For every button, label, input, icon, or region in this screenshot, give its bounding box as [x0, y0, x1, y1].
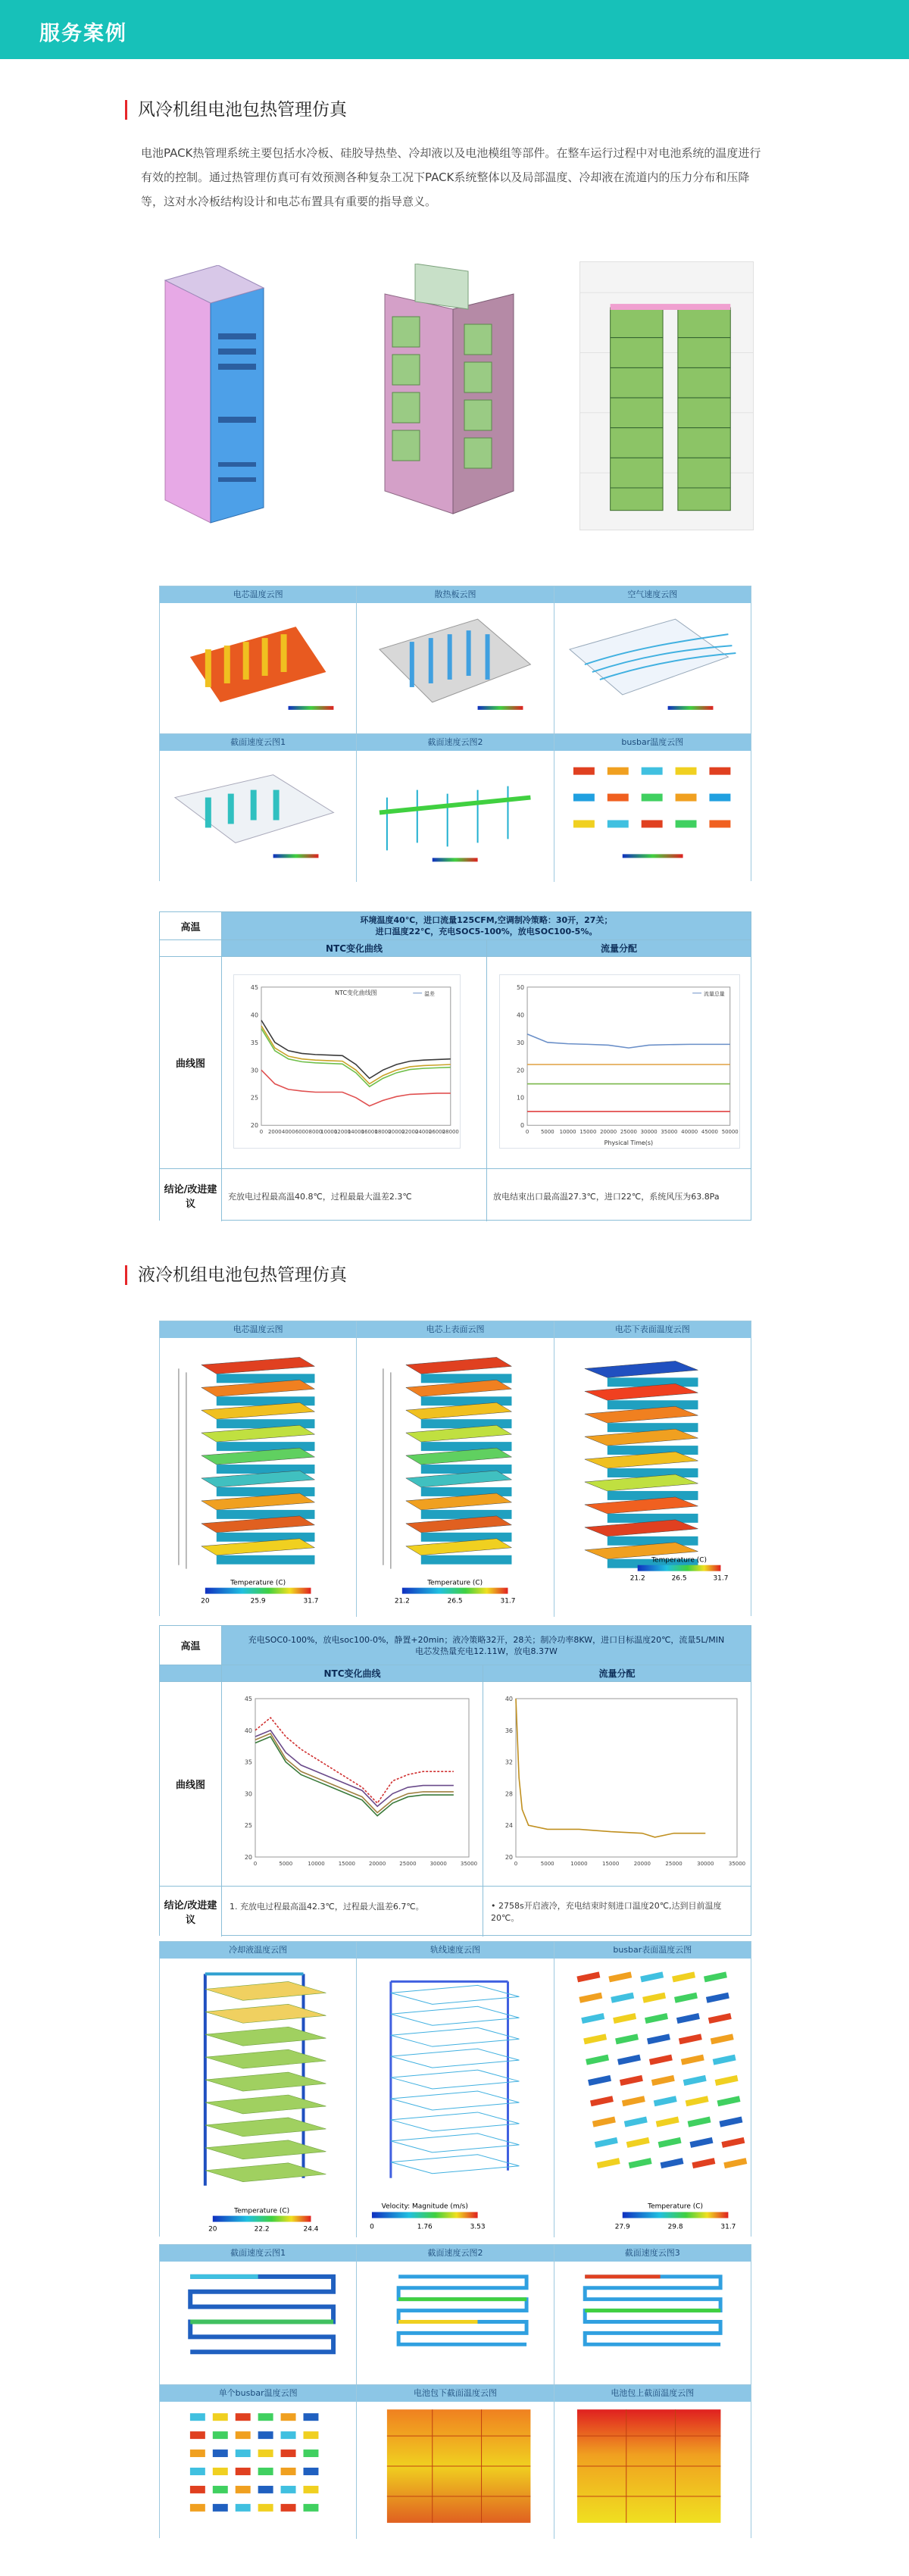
x-tick-label: 35000 — [661, 1129, 678, 1136]
busbar-piece — [647, 2034, 670, 2044]
busbar-piece — [594, 2137, 617, 2148]
x-tick-label: 10000 — [320, 1129, 338, 1136]
busbar-cell — [190, 2449, 205, 2457]
x-tick-label: 26000 — [428, 1129, 445, 1136]
y-tick-label: 35 — [250, 1039, 259, 1046]
busbar-piece — [617, 2055, 641, 2065]
busbar-cell — [304, 2413, 319, 2421]
x-tick-label: 22000 — [401, 1129, 419, 1136]
series-line-3 — [255, 1737, 454, 1816]
x-tick-label: 35000 — [460, 1861, 478, 1867]
busbar-piece — [592, 2117, 616, 2127]
busbar-cell — [213, 2504, 228, 2512]
y-tick-label: 50 — [517, 983, 525, 991]
sim-panel-label: 截面速度云图2 — [357, 734, 553, 751]
busbar-piece — [687, 2117, 711, 2127]
module-side — [421, 1555, 512, 1565]
x-tick-label: 15000 — [602, 1861, 620, 1867]
busbar-piece — [649, 2055, 673, 2065]
module-side — [607, 1514, 698, 1523]
busbar-piece — [717, 2096, 740, 2106]
busbar-cell — [304, 2449, 319, 2457]
busbar-cell — [281, 2449, 296, 2457]
busbar-piece — [685, 2096, 708, 2106]
x-tick-label: 0 — [253, 1861, 258, 1867]
sim-panel-cell-temp — [160, 586, 357, 734]
flow-column-header: 流量分配 — [598, 1668, 636, 1679]
legend-min: 27.9 — [614, 2223, 630, 2231]
x-tick-label: 25000 — [399, 1861, 417, 1867]
x-tick-label: 28000 — [442, 1129, 459, 1136]
stream-plate — [391, 2134, 520, 2152]
busbar-piece — [660, 2158, 683, 2168]
x-tick-label: 0 — [514, 1861, 518, 1867]
legend-title: Velocity: Magnitude (m/s) — [381, 2202, 469, 2211]
y-tick-label: 25 — [250, 1094, 259, 1102]
module-side — [607, 1423, 698, 1432]
busbar-cell — [281, 2504, 296, 2512]
air-cooling-result-table — [159, 911, 751, 1221]
pack-bottom-section-panel — [357, 2385, 554, 2539]
busbar-piece — [710, 2034, 733, 2044]
series-line-2 — [255, 1733, 454, 1813]
conclusion-label: 结论/改进建议 — [160, 1169, 222, 1221]
busbar-cell — [304, 2504, 319, 2512]
curve-label: 曲线图 — [160, 957, 222, 1168]
cell-bottom-surface-panel — [554, 1321, 751, 1617]
busbar-piece — [692, 2158, 715, 2168]
curve-label: 曲线图 — [160, 1682, 222, 1886]
section-title-liquid-cooling: 液冷机组电池包热管理仿真 — [125, 1265, 347, 1285]
busbar-piece — [608, 1971, 632, 1982]
series-line-2 — [261, 1029, 451, 1087]
stream-plate — [391, 2070, 520, 2089]
y-tick-label: 40 — [250, 1011, 259, 1019]
coolant-plate — [205, 2140, 326, 2159]
x-tick-label: 25000 — [665, 1861, 683, 1867]
panel-label: 单个busbar温度云图 — [160, 2385, 356, 2402]
busbar-piece — [581, 2013, 604, 2024]
x-tick-label: 40000 — [681, 1129, 698, 1136]
section-velocity-panel-1 — [160, 2245, 357, 2385]
conclusion-flow: 放电结束出口最高温27.3℃，进口22℃，系统风压为63.8Pa — [493, 1192, 720, 1202]
x-tick-label: 20000 — [369, 1861, 386, 1867]
x-tick-label: 10000 — [559, 1129, 576, 1136]
panel-label: 电池包下截面温度云图 — [357, 2385, 553, 2402]
x-tick-label: 4000 — [281, 1129, 295, 1136]
x-tick-label: 14000 — [347, 1129, 364, 1136]
x-tick-label: 50000 — [721, 1129, 739, 1136]
legend-label: 流量总量 — [704, 990, 725, 997]
series-line-1 — [261, 1026, 451, 1084]
panel-label: busbar表面温度云图 — [554, 1942, 751, 1959]
x-tick-label: 5000 — [540, 1861, 554, 1867]
busbar-piece — [674, 1993, 698, 2003]
busbar-piece — [576, 1971, 600, 1982]
module-side — [217, 1555, 315, 1565]
plot-area — [527, 987, 730, 1125]
legend-label: 温差 — [424, 990, 435, 997]
busbar-piece — [680, 2055, 704, 2065]
busbar-piece — [613, 2013, 636, 2024]
busbar-cell — [258, 2413, 273, 2421]
busbar-cell — [236, 2486, 251, 2493]
module-side — [607, 1446, 698, 1455]
coolant-plate — [205, 1981, 326, 2000]
stream-plate — [391, 2006, 520, 2025]
busbar-piece — [672, 1971, 695, 1982]
busbar-piece — [590, 2096, 614, 2106]
busbar-cell — [190, 2468, 205, 2475]
module-top — [201, 1357, 315, 1374]
busbar-piece — [626, 2137, 649, 2148]
legend-title: Temperature (C) — [234, 2207, 290, 2215]
coolant-plate — [205, 2027, 326, 2046]
panel-label: 电芯温度云图 — [160, 1321, 356, 1338]
busbar-cell — [213, 2486, 228, 2493]
busbar-piece — [583, 2034, 607, 2044]
legend-max: 31.7 — [720, 2223, 736, 2231]
streamline-velocity-panel — [357, 1942, 554, 2237]
x-tick-label: 0 — [259, 1129, 264, 1136]
busbar-piece — [704, 1971, 727, 1982]
legend-title: Temperature (C) — [647, 2202, 703, 2211]
legend-mid: 1.76 — [417, 2223, 433, 2231]
busbar-cell — [281, 2468, 296, 2475]
y-tick-label: 0 — [520, 1122, 525, 1130]
x-tick-label: 5000 — [541, 1129, 554, 1136]
sim-panel-cell-busbar — [554, 734, 751, 882]
chart-title: NTC变化曲线图 — [335, 989, 377, 996]
conclusion-ntc: 充放电过程最高温40.8℃，过程最最大温差2.3℃ — [222, 1169, 487, 1221]
coolant-plate — [205, 2049, 326, 2068]
legend-mid: 26.5 — [671, 1574, 687, 1583]
busbar-piece — [620, 2075, 643, 2086]
busbar-cell — [304, 2486, 319, 2493]
busbar-cell — [190, 2504, 205, 2512]
sim-panel-label: busbar温度云图 — [554, 734, 751, 751]
busbar-piece — [586, 2055, 609, 2065]
y-tick-label: 40 — [244, 1727, 252, 1734]
busbar-piece — [642, 1993, 666, 2003]
busbar-piece — [712, 2055, 736, 2065]
ntc-chart-1 — [233, 974, 461, 1149]
busbar-cell — [258, 2468, 273, 2475]
condition-text: 环境温度40℃，进口流量125CFM,空调制冷策略：30开，27关； 进口温度22℃，充电SOC5-100%，放电SOC100-5%。 — [360, 915, 613, 936]
busbar-piece — [588, 2075, 611, 2086]
section-intro-text: 电池PACK热管理系统主要包括水冷板、硅胶导热垫、冷却液以及电池模组等部件。在整车运行过程中对电池系统的温度进行有效的控制。通过热管理仿真可有效预测各种复杂工况下PACK系统整体以及局部温度、冷却液在流道内的压力分布和压降等，这对水冷板结构设计和电芯布置具有重要的指导意义。 — [141, 146, 761, 208]
x-tick-label: 5000 — [279, 1861, 293, 1867]
y-tick-label: 40 — [517, 1011, 525, 1019]
busbar-piece — [676, 2013, 700, 2024]
module-side — [607, 1468, 698, 1477]
y-tick-label: 35 — [244, 1758, 252, 1766]
busbar-cell — [258, 2486, 273, 2493]
x-tick-label: 15000 — [338, 1861, 355, 1867]
sim-panel-label: 截面速度云图1 — [160, 734, 356, 751]
x-tick-label: 25000 — [620, 1129, 637, 1136]
busbar-piece — [623, 2117, 647, 2127]
stream-plate — [391, 2027, 520, 2046]
busbar-cell — [236, 2449, 251, 2457]
x-tick-label: 24000 — [415, 1129, 433, 1136]
conclusion-ntc: 1. 充放电过程最高温42.3℃，过程最大温差6.7℃。 — [222, 1887, 483, 1937]
y-tick-label: 20 — [517, 1067, 525, 1074]
coolant-plate — [205, 2095, 326, 2114]
liquid-cooling-cell-temp-row — [159, 1321, 751, 1616]
busbar-cell — [236, 2504, 251, 2512]
legend-min: 20 — [208, 2225, 217, 2234]
panel-label: 截面速度云图1 — [160, 2245, 356, 2262]
busbar-cell — [258, 2504, 273, 2512]
flow-chart-2 — [489, 1687, 746, 1880]
x-tick-label: 16000 — [361, 1129, 378, 1136]
busbar-piece — [683, 2075, 706, 2086]
module-top — [406, 1357, 512, 1374]
busbar-cell — [190, 2413, 205, 2421]
y-tick-label: 45 — [244, 1696, 252, 1702]
x-tick-label: 10000 — [308, 1861, 325, 1867]
legend-min: 21.2 — [395, 1597, 411, 1605]
busbar-cell — [258, 2449, 273, 2457]
busbar-piece — [640, 1971, 664, 1982]
pack-model-image-3 — [579, 261, 754, 530]
legend-max: 3.53 — [470, 2223, 486, 2231]
sim-panel-label: 散热板云图 — [357, 586, 553, 603]
page-header — [0, 0, 909, 59]
stream-plate — [391, 2155, 520, 2174]
busbar-cell — [304, 2431, 319, 2439]
x-tick-label: 10000 — [570, 1861, 588, 1867]
busbar-piece — [579, 1993, 602, 2003]
conclusion-label: 结论/改进建议 — [160, 1887, 222, 1937]
x-tick-label: 18000 — [374, 1129, 392, 1136]
busbar-cell — [281, 2431, 296, 2439]
legend-min: 21.2 — [629, 1574, 645, 1583]
busbar-piece — [645, 2013, 668, 2024]
busbar-cell — [236, 2431, 251, 2439]
plot-area — [255, 1699, 469, 1857]
cell-temp-panel — [160, 1321, 357, 1617]
x-tick-label: 20000 — [633, 1861, 651, 1867]
busbar-piece — [651, 2075, 674, 2086]
liquid-cooling-result-table — [159, 1625, 751, 1936]
panel-label: 电芯上表面云图 — [357, 1321, 553, 1338]
y-tick-label: 20 — [244, 1854, 252, 1861]
y-tick-label: 20 — [250, 1122, 259, 1130]
busbar-piece — [658, 2137, 681, 2148]
x-axis-label: Physical Time(s) — [604, 1140, 654, 1147]
busbar-piece — [714, 2075, 738, 2086]
y-tick-label: 25 — [244, 1822, 252, 1830]
x-tick-label: 2000 — [268, 1129, 282, 1136]
busbar-piece — [679, 2034, 702, 2044]
series-line-0 — [527, 1034, 730, 1048]
stream-plate — [391, 1985, 520, 2004]
sim-panel-label: 空气速度云图 — [554, 586, 751, 603]
busbar-piece — [708, 2013, 731, 2024]
x-tick-label: 30000 — [640, 1129, 658, 1136]
busbar-piece — [719, 2117, 742, 2127]
module-side — [607, 1400, 698, 1409]
busbar-cell — [213, 2468, 228, 2475]
legend-mid: 25.9 — [250, 1597, 266, 1605]
busbar-surface-panel — [554, 1942, 751, 2237]
busbar-cell — [304, 2468, 319, 2475]
x-tick-label: 0 — [525, 1129, 529, 1136]
x-tick-label: 30000 — [697, 1861, 714, 1867]
busbar-cell — [281, 2486, 296, 2493]
x-tick-label: 6000 — [295, 1129, 309, 1136]
x-tick-label: 20000 — [388, 1129, 405, 1136]
legend-max: 31.7 — [303, 1597, 319, 1605]
x-tick-label: 45000 — [701, 1129, 718, 1136]
module-side — [607, 1491, 698, 1500]
pack-top-section-panel — [554, 2385, 751, 2539]
panel-label: 截面速度云图2 — [357, 2245, 553, 2262]
busbar-piece — [615, 2034, 639, 2044]
sim-panel-cell-section1 — [160, 734, 357, 882]
sim-panel-cell-section2 — [357, 734, 554, 882]
flow-chart-1 — [499, 974, 740, 1149]
stream-plate — [391, 2091, 520, 2110]
busbar-piece — [622, 2096, 645, 2106]
condition-label: 高温 — [160, 912, 222, 939]
module-side — [607, 1377, 698, 1386]
stream-plate — [391, 2112, 520, 2131]
busbar-piece — [596, 2158, 620, 2168]
busbar-piece — [721, 2137, 745, 2148]
flow-column-header: 流量分配 — [600, 943, 637, 954]
x-tick-label: 30000 — [430, 1861, 447, 1867]
section-velocity-panel-2 — [357, 2245, 554, 2385]
y-tick-label: 20 — [504, 1854, 513, 1861]
x-tick-label: 15000 — [579, 1129, 597, 1136]
busbar-piece — [723, 2158, 747, 2168]
legend-mid: 29.8 — [667, 2223, 683, 2231]
busbar-piece — [689, 2137, 713, 2148]
busbar-piece — [655, 2117, 679, 2127]
legend-min: 20 — [201, 1597, 210, 1605]
legend-title: Temperature (C) — [651, 1556, 707, 1565]
sim-panel-label: 电芯温度云图 — [160, 586, 356, 603]
series-line-0 — [516, 1699, 705, 1837]
legend-mid: 26.5 — [448, 1597, 463, 1605]
legend-title: Temperature (C) — [427, 1579, 483, 1587]
liquid-cooling-section-grid — [159, 2244, 751, 2538]
y-tick-label: 40 — [504, 1696, 513, 1702]
ntc-chart-2 — [228, 1687, 478, 1880]
panel-label: 冷却液温度云图 — [160, 1942, 356, 1959]
legend-max: 31.7 — [500, 1597, 516, 1605]
busbar-cell — [258, 2431, 273, 2439]
single-busbar-panel — [160, 2385, 357, 2539]
sim-panel-cell-heatsink — [357, 586, 554, 734]
busbar-piece — [653, 2096, 676, 2106]
x-tick-label: 12000 — [334, 1129, 351, 1136]
air-cooling-sim-grid — [159, 586, 751, 881]
page-title: 服务案例 — [39, 22, 127, 45]
y-tick-label: 30 — [517, 1039, 525, 1046]
y-tick-label: 10 — [517, 1094, 525, 1102]
sim-panel-cell-air-velocity — [554, 586, 751, 734]
busbar-cell — [190, 2486, 205, 2493]
legend-min: 0 — [370, 2223, 375, 2231]
legend-max: 24.4 — [303, 2225, 319, 2234]
ntc-column-header: NTC变化曲线 — [222, 1665, 483, 1681]
module-side — [607, 1537, 698, 1546]
coolant-plate — [205, 2118, 326, 2137]
stream-plate — [391, 2049, 520, 2068]
coolant-plate — [205, 2163, 326, 2182]
coolant-temp-panel — [160, 1942, 357, 2237]
coolant-plate — [205, 2072, 326, 2091]
legend-title: Temperature (C) — [230, 1579, 286, 1587]
pack-model-image-1 — [158, 265, 271, 538]
y-tick-label: 32 — [504, 1758, 513, 1766]
section-velocity-panel-3 — [554, 2245, 751, 2385]
liquid-cooling-flow-row — [159, 1941, 751, 2237]
y-tick-label: 45 — [250, 983, 259, 991]
busbar-cell — [236, 2413, 251, 2421]
x-tick-label: 20000 — [600, 1129, 617, 1136]
busbar-cell — [281, 2413, 296, 2421]
legend-max: 31.7 — [713, 1574, 729, 1583]
busbar-cell — [213, 2431, 228, 2439]
y-tick-label: 36 — [504, 1727, 513, 1734]
panel-label: 轨线速度云图 — [357, 1942, 553, 1959]
panel-label: 电芯下表面温度云图 — [554, 1321, 751, 1338]
busbar-cell — [213, 2449, 228, 2457]
legend-mid: 22.2 — [254, 2225, 270, 2234]
coolant-plate — [205, 2004, 326, 2023]
module-top — [585, 1361, 698, 1377]
section-title-air-cooling: 风冷机组电池包热管理仿真 — [125, 100, 347, 120]
y-tick-label: 30 — [244, 1790, 252, 1798]
y-tick-label: 30 — [250, 1067, 259, 1074]
ntc-column-header: NTC变化曲线 — [222, 940, 487, 956]
x-tick-label: 8000 — [308, 1129, 323, 1136]
conclusion-flow: • 2758s开启液冷，充电结束时刻进口温度20℃,达到目前温度20℃。 — [491, 1901, 722, 1923]
series-line-3 — [261, 1070, 451, 1105]
y-tick-label: 28 — [504, 1790, 513, 1798]
panel-label: 电池包上截面温度云图 — [554, 2385, 751, 2402]
busbar-piece — [706, 1993, 729, 2003]
busbar-cell — [190, 2431, 205, 2439]
panel-label: 截面速度云图3 — [554, 2245, 751, 2262]
x-tick-label: 35000 — [728, 1861, 746, 1867]
busbar-cell — [236, 2468, 251, 2475]
busbar-piece — [628, 2158, 651, 2168]
cell-top-surface-panel — [357, 1321, 554, 1617]
condition-text: 充电SOC0-100%，放电soc100-0%，静置+20min；液冷策略32开，28关；制冷功率8KW，进口目标温度20℃，流量5L/MIN 电芯发热量充电12.11W，放电8.37W — [248, 1634, 725, 1656]
busbar-cell — [213, 2413, 228, 2421]
pack-model-image-2 — [370, 264, 529, 521]
condition-label: 高温 — [160, 1626, 222, 1665]
y-tick-label: 24 — [504, 1822, 513, 1830]
busbar-piece — [611, 1993, 634, 2003]
